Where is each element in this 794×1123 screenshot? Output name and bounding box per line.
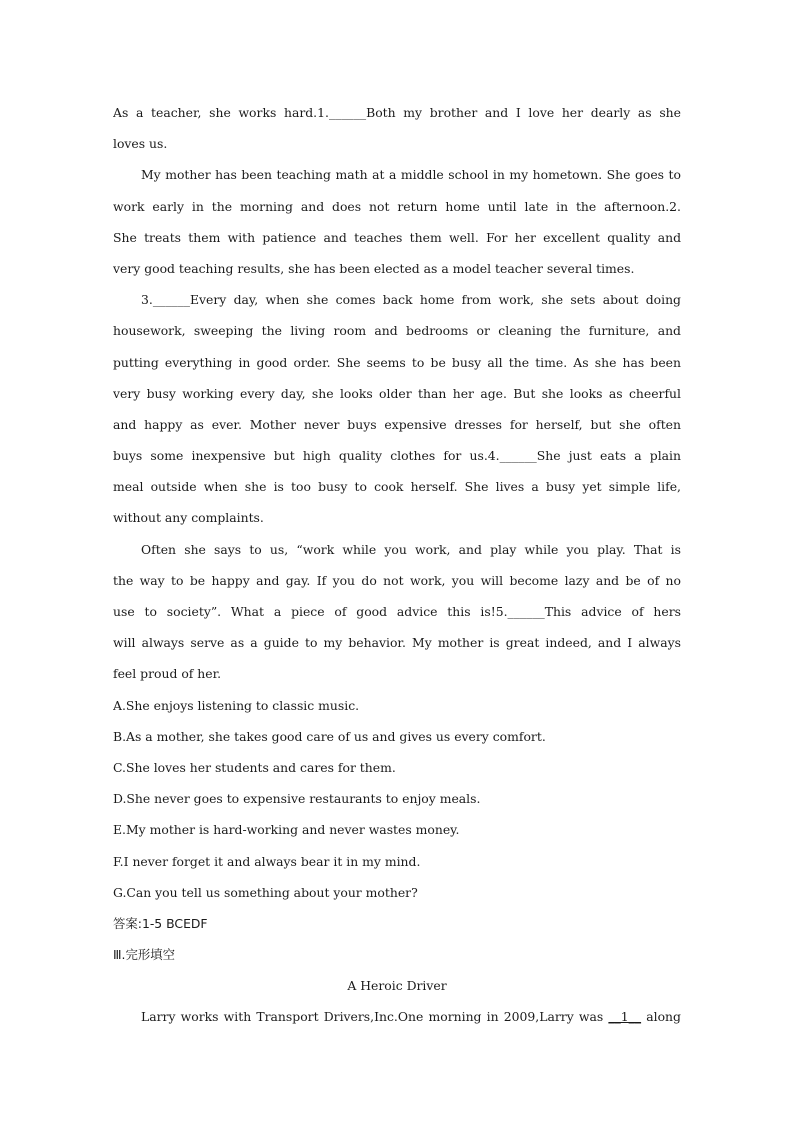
section-heading: Ⅲ.完形填空: [113, 947, 176, 963]
option-b: B.As a mother, she takes good care of us and gives us every comfort.: [113, 728, 546, 744]
paragraph-2-line-4: very busy working every day, she looks older than her age. But she looks as cheerful: [113, 385, 681, 401]
paragraph-1-line-1: My mother has been teaching math at a middle school in my hometown. She goes to: [141, 167, 681, 183]
option-d: D.She never goes to expensive restaurants to enjoy meals.: [113, 791, 481, 807]
paragraph-3-line-3: use to society”. What a piece of good advice this is!5.______This advice of hers: [113, 604, 681, 619]
cloze-first-line-tail: along: [646, 1009, 681, 1025]
paragraph-3-line-2: the way to be happy and gay. If you do not work, you will become lazy and be of no: [113, 572, 681, 588]
paragraph-3-line-1: Often she says to us, “work while you work, and play while you play. That is: [141, 541, 681, 557]
intro-line-2: loves us.: [113, 136, 168, 152]
paragraph-2-line-1: 3.______Every day, when she comes back home from work, she sets about doing: [141, 292, 681, 308]
paragraph-2-line-8: without any complaints.: [113, 510, 264, 526]
intro-line-1: As a teacher, she works hard.1.______Both my brother and I love her dearly as she: [113, 105, 681, 120]
option-a: A.She enjoys listening to classic music.: [113, 697, 360, 713]
option-c: C.She loves her students and cares for them.: [113, 759, 396, 775]
paragraph-3-line-4: will always serve as a guide to my behavior. My mother is great indeed, and I always: [113, 635, 681, 651]
paragraph-1-line-2: work early in the morning and does not return home until late in the afternoon.2.: [113, 198, 681, 214]
option-g: G.Can you tell us something about your mother?: [113, 884, 418, 900]
cloze-first-line: [113, 1001, 681, 1032]
option-e: E.My mother is hard-working and never wastes money.: [113, 822, 460, 838]
cloze-first-line-text: Larry works with Transport Drivers,Inc.One morning in 2009,Larry was: [141, 1009, 604, 1025]
paragraph-1-line-3: She treats them with patience and teaches them well. For her excellent quality and: [113, 229, 681, 245]
cloze-title: A Heroic Driver: [347, 978, 447, 994]
paragraph-2-line-5: and happy as ever. Mother never buys expensive dresses for herself, but she often: [113, 416, 681, 432]
option-f: F.I never forget it and always bear it in my mind.: [113, 853, 421, 869]
paragraph-2-line-7: meal outside when she is too busy to cook herself. She lives a busy yet simple life,: [113, 479, 681, 495]
paragraph-2-line-6: buys some inexpensive but high quality clothes for us.4.______She just eats a plain: [113, 448, 681, 464]
paragraph-2-line-3: putting everything in good order. She seems to be busy all the time. As she has been: [113, 354, 681, 370]
paragraph-3-line-5: feel proud of her.: [113, 666, 222, 682]
cloze-blank-1: __1__: [608, 1009, 642, 1025]
paragraph-1-line-4: very good teaching results, she has been elected as a model teacher several times.: [113, 260, 635, 276]
answer-key: 答案:1-5 BCEDF: [113, 915, 208, 931]
paragraph-2-line-2: housework, sweeping the living room and bedrooms or cleaning the furniture, and: [113, 323, 681, 339]
document-page: [113, 97, 681, 1033]
